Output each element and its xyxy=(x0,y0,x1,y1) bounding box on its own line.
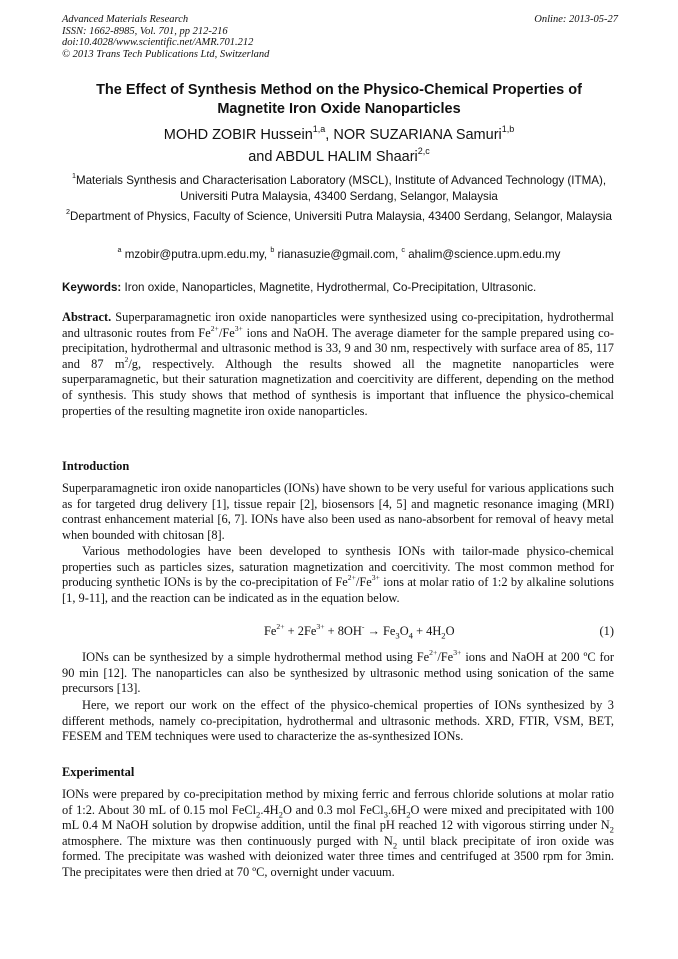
equation-body xyxy=(264,623,455,639)
affiliation-text: Materials Synthesis and Characterisation Laboratory (MSCL), Institute of Advanced Technology (ITMA), Universiti Putra Malaysia, 43400 Serdang, Selangor, Malaysia xyxy=(75,174,607,203)
affiliation-2 xyxy=(60,209,618,225)
title-line-1: The Effect of Synthesis Method on the Physico-Chemical Properties of xyxy=(96,82,582,98)
journal-doi: doi:10.4028/www.scientific.net/AMR.701.212 xyxy=(62,37,254,48)
journal-name: Advanced Materials Research xyxy=(62,14,189,25)
affiliation-text: Department of Physics, Faculty of Science, Universiti Putra Malaysia, 43400 Serdang, Selangor, Malaysia xyxy=(70,210,612,223)
author-affiliation-mark: 2,c xyxy=(417,146,430,157)
subscript: 3 xyxy=(395,630,400,641)
paragraph-text: IONs were prepared by co-precipitation method by mixing ferric and ferrous chloride solutions at molar ratio of 1:2. About 30 mL of 0.15 mol FeCl xyxy=(62,787,614,817)
authors-line-2 xyxy=(40,146,638,168)
subscript: 2 xyxy=(278,809,283,820)
abstract-text: ions and NaOH. The average diameter for the sample prepared using co-precipitation, hydrothermal and ultrasonic method is 33, 9 and 30 nm, respectively with surface area of 85, 117 and 87 m xyxy=(62,325,615,371)
email-mark: b xyxy=(270,245,275,255)
paragraph-text: until black precipitate of iron oxide was formed. The precipitate was washed with deionized water three times and centrifuged at 3500 rpm for 3min. The precipitates were then dried at 70 ºC, overnight under vacuum. xyxy=(62,833,614,879)
journal-copyright: © 2013 Trans Tech Publications Ltd, Switzerland xyxy=(62,48,270,60)
superscript: 3+ xyxy=(453,648,462,658)
equation-number: (1) xyxy=(599,624,614,638)
author-list xyxy=(40,124,638,168)
keywords xyxy=(62,280,618,295)
abstract-label: Abstract. xyxy=(62,310,112,324)
equation-term: + 4H xyxy=(412,624,442,638)
paragraph-text: .6H xyxy=(387,802,407,817)
paragraph-text: O were mixed and precipitated with 100 mL 0.4 M NaOH solution by dropwise addition, until the final pH reached 12 with vigorous stirring under N xyxy=(62,802,614,833)
paragraph-text: IONs can be synthesized by a simple hydrothermal method using Fe xyxy=(82,650,430,664)
abstract-text: /g, respectively. Although the results showed all the magnetite nanoparticles were superparamagnetic, but their saturation magnetization and coercitivity are different, depending on the method of synthesis. This study shows that method of synthesis is important that influence the physico-chemical properties of the resulting magnetite iron oxide nanoparticles. xyxy=(62,356,614,418)
superscript: 3+ xyxy=(234,323,243,333)
authors-line-1 xyxy=(40,124,638,146)
subscript: 2 xyxy=(441,630,446,641)
author-affiliation-mark: 1,a xyxy=(312,124,326,135)
online-date: Online: 2013-05-27 xyxy=(534,14,618,25)
paragraph-text: /Fe xyxy=(355,575,372,590)
superscript: 2+ xyxy=(347,573,356,583)
email-mark: a xyxy=(117,245,122,255)
paragraph-text: O and 0.3 mol FeCl xyxy=(282,802,384,817)
author-separator: , xyxy=(325,127,334,143)
superscript: 2+ xyxy=(429,648,438,658)
equation-term: O xyxy=(445,624,455,638)
equation-term: + 8OH xyxy=(324,624,362,638)
email-address: ahalim@science.upm.edu.my xyxy=(405,248,561,261)
affiliation-mark: 1 xyxy=(71,171,76,181)
equation-term: O xyxy=(399,624,409,638)
subscript: 2 xyxy=(406,809,411,820)
paragraph-text: Various methodologies have been developed to synthesis IONs with tailor-made physico-chemical properties such as particles sizes, saturation magnetization and coercitivity. The most common method for producing synthetic IONs is by the co-precipitation of Fe xyxy=(62,544,614,590)
paper-title xyxy=(40,81,638,119)
journal-issn: ISSN: 1662-8985, Vol. 701, pp 212-216 xyxy=(62,25,228,37)
author-affiliation-mark: 1,b xyxy=(501,124,515,135)
paragraph-text: ions at molar ratio of 1:2 by alkaline solutions [1, 9-11], and the reaction can be indicated as in the equation below. xyxy=(62,575,615,605)
superscript: 2+ xyxy=(276,622,285,632)
introduction-paragraph-2 xyxy=(62,544,614,606)
subscript: 4 xyxy=(408,630,413,641)
author-emails xyxy=(60,247,618,262)
superscript: 2 xyxy=(124,354,129,364)
title-line-2: Magnetite Iron Oxide Nanoparticles xyxy=(217,101,461,117)
paragraph-text: /Fe xyxy=(437,650,454,664)
abstract xyxy=(62,310,614,419)
experimental-paragraph xyxy=(62,787,614,881)
superscript: - xyxy=(361,622,365,632)
equation-term: Fe xyxy=(264,624,277,638)
superscript: 3+ xyxy=(371,573,380,583)
paragraph-text: ions and NaOH at 200 ºC for 90 min [12]. The nanoparticles can also be synthesized by ultrasonic method using sonication of the same precursors [13]. xyxy=(62,650,615,696)
affiliation-mark: 2 xyxy=(66,207,71,217)
subscript: 2 xyxy=(609,824,614,835)
subscript: 3 xyxy=(383,809,388,820)
author-conjunction: and xyxy=(248,149,276,165)
experimental-heading: Experimental xyxy=(62,765,135,779)
introduction-heading: Introduction xyxy=(62,459,130,473)
introduction-paragraph-1: Superparamagnetic iron oxide nanoparticles (IONs) have shown to be very useful for various applications such as for targeted drug delivery [1], tissue repair [2], biosensors [4, 5] and magnetic resonance imaging (MRI) contrast enhancement material [6, 7]. IONs have also been used as nano-absorbent for removal of heavy metal when bounded with chitosan [8]. xyxy=(62,481,614,542)
introduction-paragraph-4: Here, we report our work on the effect of the physico-chemical properties of IONs synthesized by 3 different methods, namely co-precipitation, hydrothermal and ultrasonic methods. XRD, FTIR, VSM, BET, FESEM and TEM techniques were used to characterize the as-synthesized IONs. xyxy=(62,698,614,744)
introduction-paragraph-3 xyxy=(62,650,614,697)
email-address: mzobir@putra.upm.edu.my, xyxy=(121,248,271,261)
email-mark: c xyxy=(401,245,406,255)
superscript: 3+ xyxy=(316,622,325,632)
abstract-text: Superparamagnetic iron oxide nanoparticles were synthesized using co-precipitation, hydrothermal and ultrasonic routes from Fe xyxy=(62,310,614,340)
equation-term: + 2Fe xyxy=(284,624,317,638)
superscript: 2+ xyxy=(210,323,219,333)
paragraph-text: .4H xyxy=(260,802,279,817)
affiliation-1 xyxy=(60,173,618,204)
subscript: 2 xyxy=(256,809,261,820)
subscript: 2 xyxy=(392,840,398,851)
author-name: NOR SUZARIANA Samuri xyxy=(333,127,502,143)
paragraph-text: atmosphere. The mixture was then continuously purged with N xyxy=(62,833,393,848)
abstract-text: /Fe xyxy=(218,325,235,340)
author-name: ABDUL HALIM Shaari xyxy=(275,149,418,165)
equation-1 xyxy=(62,623,614,639)
equation-term: → Fe xyxy=(364,624,396,638)
keywords-label: Keywords: xyxy=(62,281,122,294)
author-name: MOHD ZOBIR Hussein xyxy=(163,127,313,143)
journal-info xyxy=(62,14,269,60)
keywords-text: Iron oxide, Nanoparticles, Magnetite, Hydrothermal, Co-Precipitation, Ultrasonic. xyxy=(121,281,537,294)
email-address: rianasuzie@gmail.com, xyxy=(274,248,402,261)
